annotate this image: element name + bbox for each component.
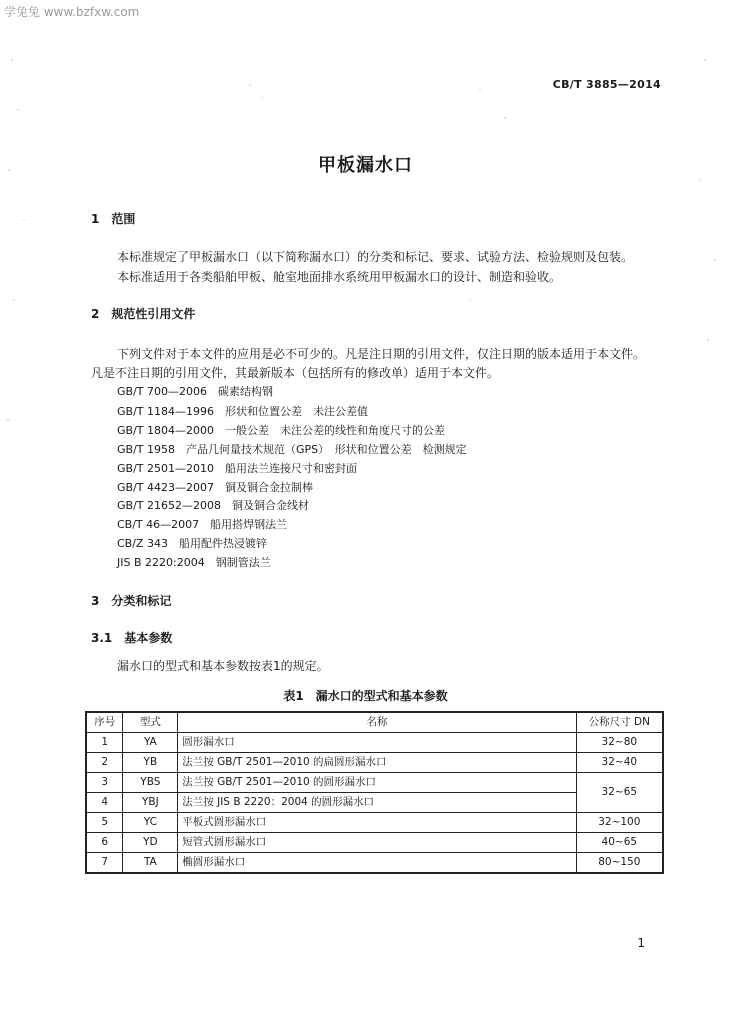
table-row [86,733,663,753]
reference-item: GB/T 1958 产品几何量技术规范（GPS） 形状和位置公差 检测规定 [117,443,467,456]
cell-index: 1 [86,733,123,753]
cell-name: 法兰按 JIS B 2220：2004 的圆形漏水口 [178,793,576,813]
cell-dn: 32~65 [576,773,663,813]
cell-type: YD [123,833,178,853]
reference-item: GB/T 2501—2010 船用法兰连接尺寸和密封面 [117,462,357,475]
table-caption: 表1 漏水口的型式和基本参数 [283,689,448,703]
section-1-paragraph: 本标准规定了甲板漏水口（以下简称漏水口）的分类和标记、要求、试验方法、检验规则及包装。 [117,250,634,264]
cell-index: 4 [86,793,123,813]
section-2-intro: 下列文件对于本文件的应用是必不可少的。凡是注日期的引用文件，仅注日期的版本适用于本文件。 [117,347,646,361]
cell-type: YBS [123,773,178,793]
table-row [86,773,663,793]
cell-name: 法兰按 GB/T 2501—2010 的圆形漏水口 [178,773,576,793]
reference-item: GB/T 4423—2007 铜及铜合金拉制棒 [117,481,313,494]
cell-dn: 32~40 [576,753,663,773]
cell-name: 圆形漏水口 [178,733,576,753]
watermark: 学兔兔 www.bzfxw.com [4,5,140,19]
cell-index: 7 [86,853,123,874]
section-1-heading: 1 范围 [91,212,136,226]
table-row [86,813,663,833]
cell-index: 6 [86,833,123,853]
section-3-1-heading: 3.1 基本参数 [91,631,173,645]
cell-type: TA [123,853,178,874]
table-header-row [86,712,663,733]
cell-type: YBJ [123,793,178,813]
parameters-table [85,711,664,874]
section-1-paragraph: 本标准适用于各类船舶甲板、舱室地面排水系统用甲板漏水口的设计、制造和验收。 [117,270,562,284]
cell-type: YC [123,813,178,833]
section-3-heading: 3 分类和标记 [91,594,172,608]
table-row [86,833,663,853]
header-dn: 公称尺寸 DN [576,712,663,733]
cell-dn: 80~150 [576,853,663,874]
header-index: 序号 [86,712,123,733]
cell-name: 平板式圆形漏水口 [178,813,576,833]
reference-item: CB/Z 343 船用配件热浸镀锌 [117,537,267,550]
cell-name: 法兰按 GB/T 2501—2010 的扁圆形漏水口 [178,753,576,773]
cell-type: YB [123,753,178,773]
table-row [86,853,663,874]
reference-item: JIS B 2220:2004 钢制管法兰 [117,556,271,569]
cell-index: 5 [86,813,123,833]
cell-name: 椭圆形漏水口 [178,853,576,874]
document-title: 甲板漏水口 [318,155,413,176]
cell-dn: 32~80 [576,733,663,753]
section-2-heading: 2 规范性引用文件 [91,307,196,321]
section-3-1-paragraph: 漏水口的型式和基本参数按表1的规定。 [117,659,329,673]
table-row [86,753,663,773]
reference-item: GB/T 1184—1996 形状和位置公差 未注公差值 [117,405,368,418]
cell-type: YA [123,733,178,753]
reference-item: CB/T 46—2007 船用搭焊钢法兰 [117,518,288,531]
cell-dn: 32~100 [576,813,663,833]
reference-item: GB/T 1804—2000 一般公差 未注公差的线性和角度尺寸的公差 [117,424,445,437]
standard-code: CB/T 3885—2014 [552,78,661,91]
cell-name: 短管式圆形漏水口 [178,833,576,853]
cell-index: 3 [86,773,123,793]
header-type: 型式 [123,712,178,733]
header-name: 名称 [178,712,576,733]
reference-item: GB/T 21652—2008 铜及铜合金线材 [117,499,309,512]
section-2-intro: 凡是不注日期的引用文件，其最新版本（包括所有的修改单）适用于本文件。 [91,366,500,380]
page-number: 1 [637,936,645,950]
reference-item: GB/T 700—2006 碳素结构钢 [117,385,273,398]
cell-index: 2 [86,753,123,773]
cell-dn: 40~65 [576,833,663,853]
